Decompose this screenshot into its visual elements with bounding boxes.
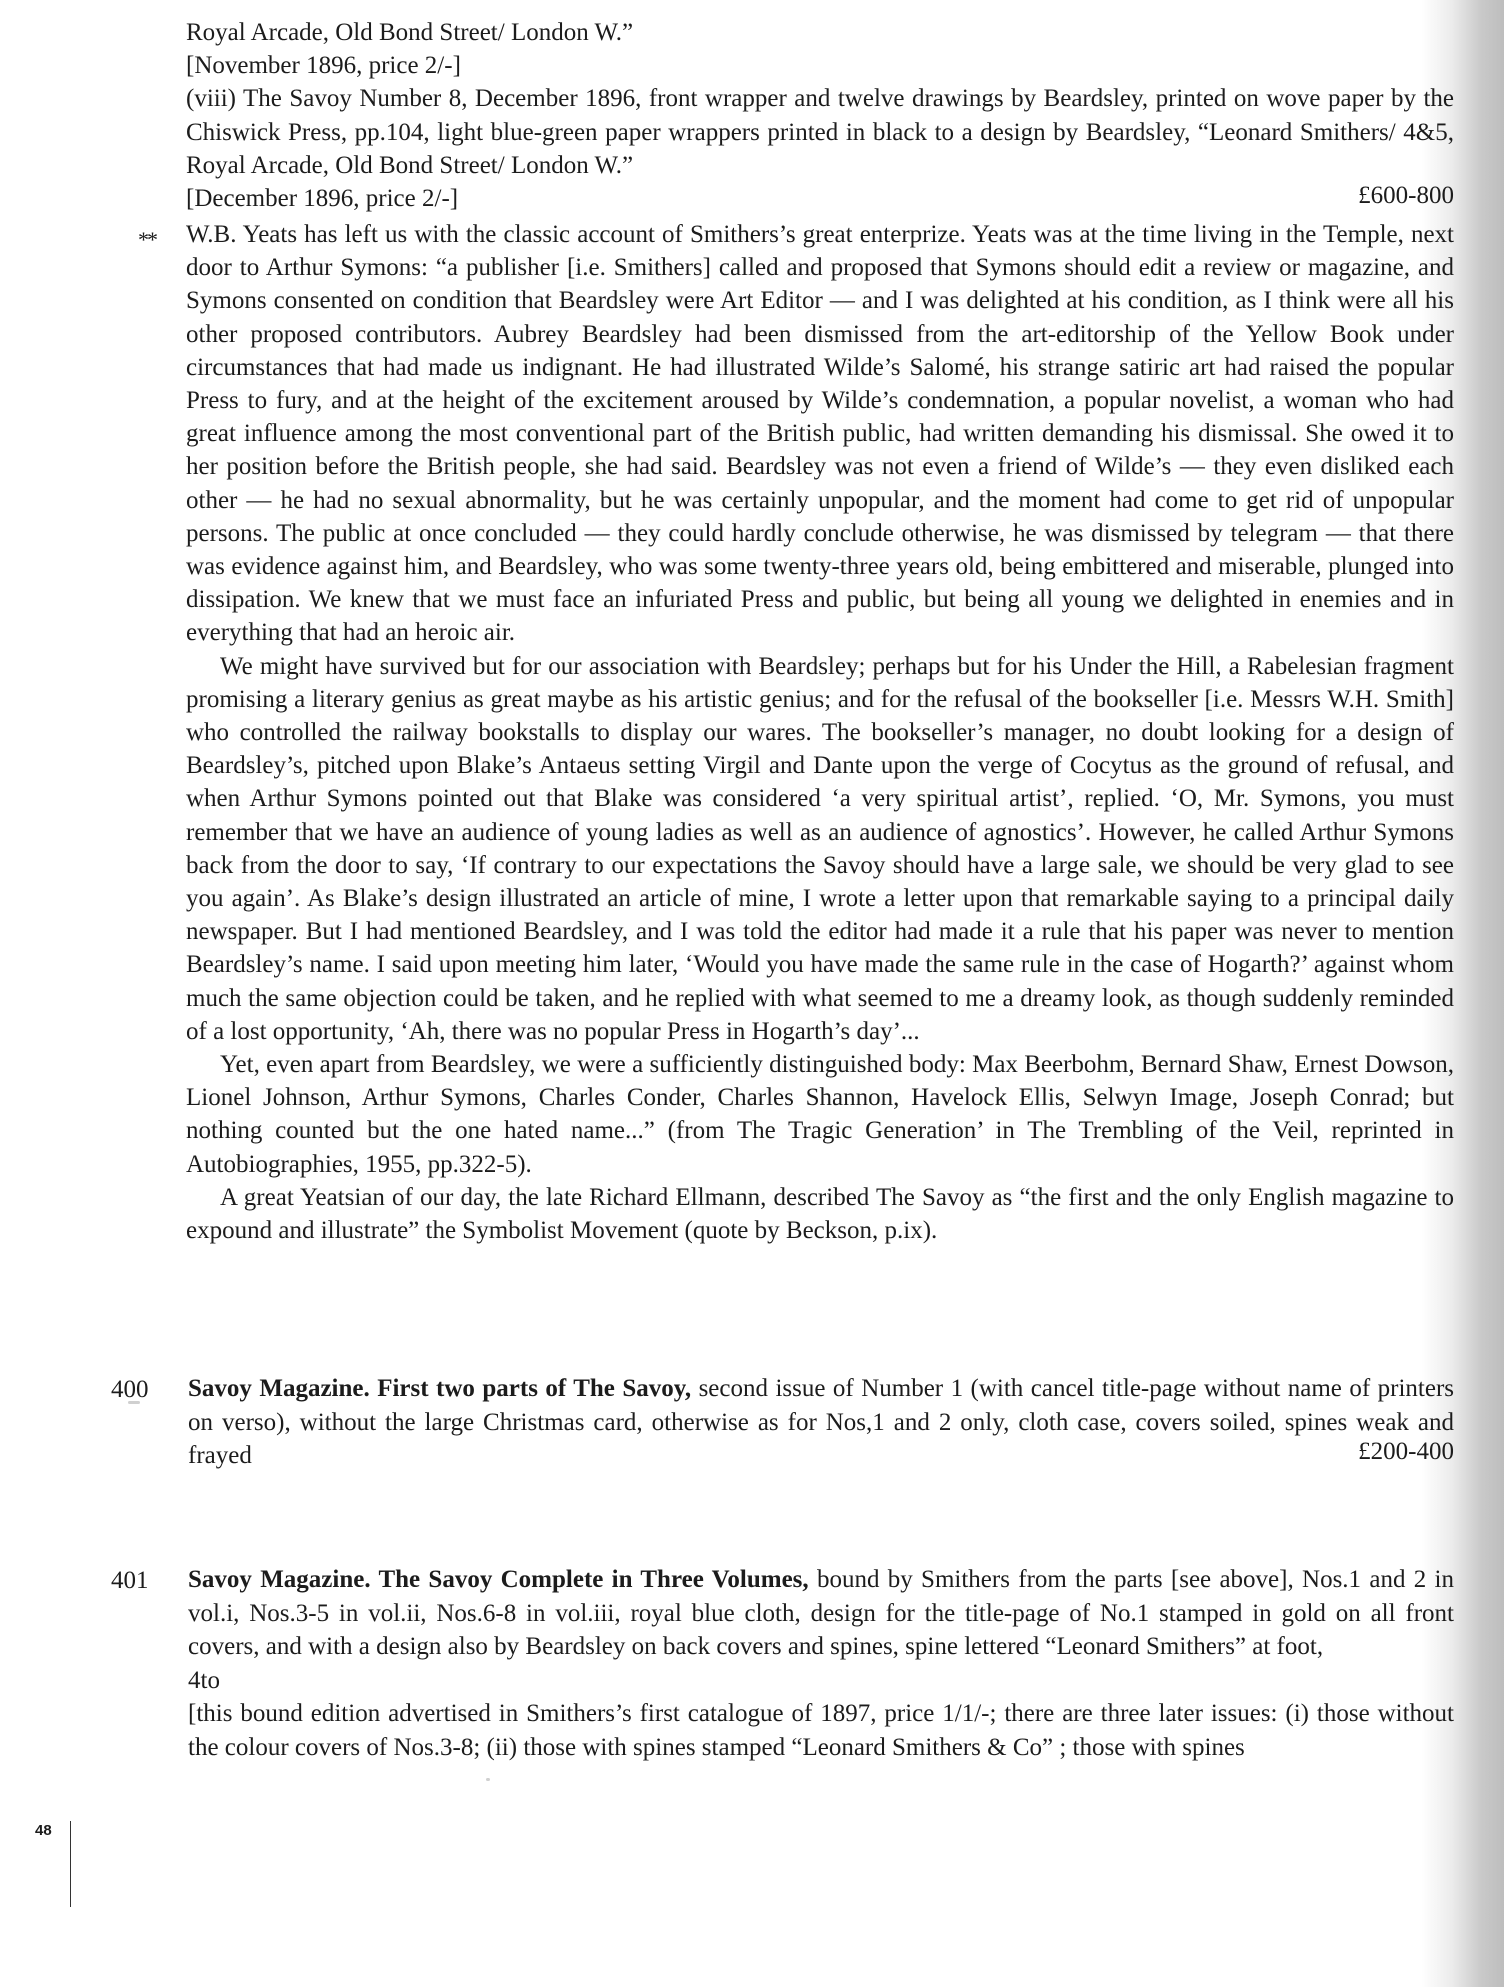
lot-description: bound by Smithers from the parts [see above], Nos.1 and 2 in vol.i, Nos.3-5 in vol.ii, Nos.6-8 in vol.iii, royal blue cloth, design for the title-page of No.1 stamped in gold on all front covers, and with a design also by Beardsley on back covers and spines, spine lettered “Leonard Smithers” at foot, xyxy=(188,1566,1454,1660)
scan-mark xyxy=(486,1778,490,1781)
estimate-price: £600-800 xyxy=(1358,182,1454,209)
page-rule xyxy=(70,1821,71,1907)
issue-description: (viii) The Savoy Number 8, December 1896, front wrapper and twelve drawings by Beardsley, printed on wove paper by the Chiswick Press, pp.104, light blue-green paper wrappers printed in black to a design by Beardsley, “Leonard Smithers/ 4&5, Royal Arcade, Old Bond Street/ London W.” xyxy=(186,85,1454,179)
date-price-line: [November 1896, price 2/-] xyxy=(186,52,461,80)
note-paragraph: We might have survived but for our association with Beardsley; perhaps but for his Under the Hill, a Rabelesian fragment promising a literary genius as great maybe as his artistic genius; and for the refusal of the bookseller [i.e. Messrs W.H. Smith] who controlled the railway bookstalls to display our wares. The bookseller’s manager, no doubt looking for a design of Beardsley’s, pitched upon Blake’s Antaeus setting Virgil and Dante upon the verge of Cocytus as the ground of refusal, and when Arthur Symons pointed out that Blake was considered ‘a very spiritual artist’, replied. ‘O, Mr. Symons, you must remember that we have an audience of young ladies as well as an audience of agnostics’. However, he called Arthur Symons back from the door to say, ‘If contrary to our expectations the Savoy should have a large sale, we should be very glad to see you again’. As Blake’s design illustrated an article of mine, I wrote a letter upon that remarkable saying to a principal daily newspaper. But I had mentioned Beardsley, and I was told the editor had made it a rule that his paper was never to mention Beardsley’s name. I said upon meeting him later, ‘Would you have made the same rule in the case of Hogarth?’ against whom much the same objection could be taken, and he replied with what seemed to me a dreamy look, as though suddenly reminded of a lost opportunity, ‘Ah, there was no popular Press in Hogarth’s day’... xyxy=(186,652,1454,1045)
estimate-price: £200-400 xyxy=(1358,1438,1454,1465)
previous-lot-continuation xyxy=(186,16,1454,215)
lot-entry-401 xyxy=(188,1563,1454,1764)
lot-description: second issue of Number 1 (with cancel title-page without name of printers on verso), without the large Christmas card, otherwise as for Nos,1 and 2 only, cloth case, covers soiled, spines weak and frayed xyxy=(188,1375,1455,1469)
note-paragraph: A great Yeatsian of our day, the late Richard Ellmann, described The Savoy as “the first and the only English magazine to expound and illustrate” the Symbolist Movement (quote by Beckson, p.ix). xyxy=(186,1183,1454,1245)
lot-title: Savoy Magazine. First two parts of The Savoy, xyxy=(188,1375,692,1402)
lot-entry-400 xyxy=(188,1372,1454,1473)
page-number: 48 xyxy=(35,1822,52,1839)
lot-number: 401 xyxy=(111,1567,149,1594)
scan-mark xyxy=(128,1401,140,1404)
note-marker: ** xyxy=(138,227,156,252)
date-price-line: [December 1896, price 2/-] xyxy=(186,185,459,213)
lot-format: 4to xyxy=(188,1666,220,1694)
note-paragraph: W.B. Yeats has left us with the classic account of Smithers’s great enterprize. Yeats was at the time living in the Temple, next door to Arthur Symons: “a publisher [i.e. Smithers] called and proposed that Symons should edit a review or magazine, and Symons consented on condition that Beardsley were Art Editor — and I was delighted at his condition, as I think were all his other proposed contributors. Aubrey Beardsley had been dismissed from the art-editorship of the Yellow Book under circumstances that had made us indignant. He had illustrated Wilde’s Salomé, his strange satiric art had raised the popular Press to fury, and at the height of the excitement aroused by Wilde’s condemnation, a popular novelist, a woman who had great influence among the most conventional part of the British public, had written demanding his dismissal. She owed it to her position before the British people, she had said. Beardsley was not even a friend of Wilde’s — they even disliked each other — he had no sexual abnormality, but he was certainly unpopular, and the moment had come to get rid of unpopular persons. The public at once concluded — they could hardly conclude otherwise, he was dismissed by telegram — that there was evidence against him, and Beardsley, who was some twenty-three years old, being embittered and miserable, plunged into dissipation. We knew that we must face an infuriated Press and public, but being all young we delighted in enemies and in everything that had an heroic air. xyxy=(186,221,1454,647)
address-line: Royal Arcade, Old Bond Street/ London W.” xyxy=(186,19,634,46)
lot-title: Savoy Magazine. The Savoy Complete in Three Volumes, xyxy=(188,1566,809,1593)
lot-number: 400 xyxy=(111,1376,149,1403)
note-paragraph: Yet, even apart from Beardsley, we were a sufficiently distinguished body: Max Beerbohm, Bernard Shaw, Ernest Dowson, Lionel Johnson, Arthur Symons, Charles Conder, Charles Shannon, Havelock Ellis, Selwyn Image, Joseph Conrad; but nothing counted but the one hated name...” (from The Tragic Generation’ in The Trembling of the Veil, reprinted in Autobiographies, 1955, pp.322-5). xyxy=(186,1051,1454,1178)
lot-note: [this bound edition advertised in Smithers’s first catalogue of 1897, price 1/1/-; there are three later issues: (i) those without the colour covers of Nos.3-8; (ii) those with spines stamped “Leonard Smithers & Co” ; those with spines xyxy=(188,1700,1454,1761)
yeats-note xyxy=(186,218,1454,1247)
